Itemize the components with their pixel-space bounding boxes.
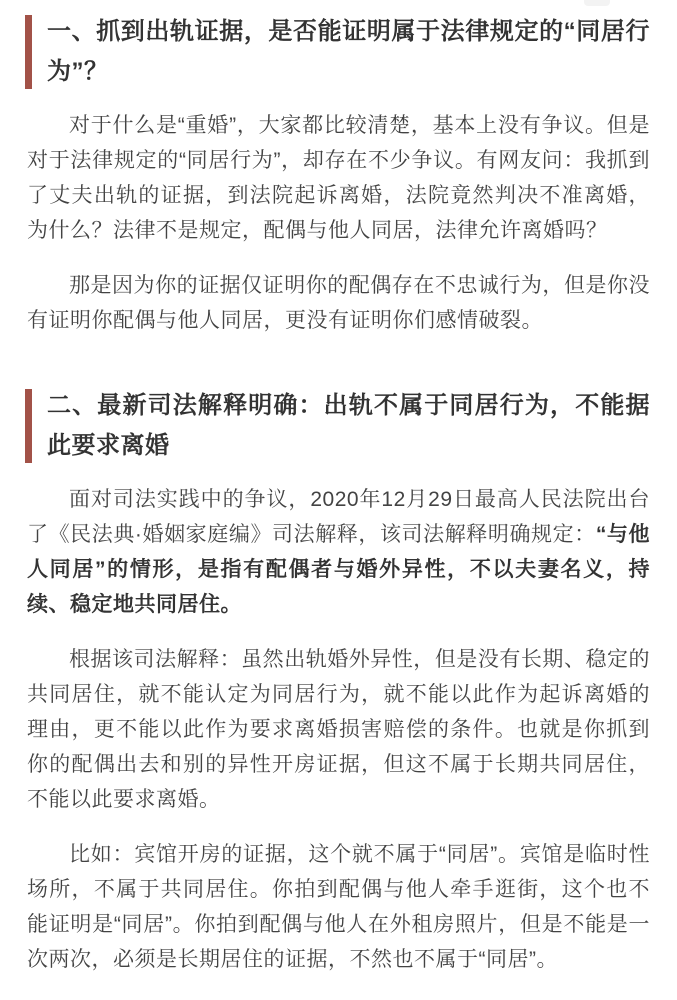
section-2-heading: [27, 386, 650, 466]
paragraph: [27, 837, 650, 977]
paragraph: [27, 108, 650, 248]
heading-accent-bar: [25, 15, 32, 89]
paragraph-text: 那是因为你的证据仅证明你的配偶存在不忠诚行为，但是你没有证明你配偶与他人同居，更没有证明你们感情破裂。: [27, 274, 650, 332]
top-edge-artifact: [584, 0, 610, 6]
paragraph-text: 根据该司法解释：虽然出轨婚外异性，但是没有长期、稳定的共同居住，就不能认定为同居行为，就不能以此作为起诉离婚的理由，更不能以此作为要求离婚损害赔偿的条件。也就是你抓到你的配偶出去和别的异性开房证据，但这不属于长期共同居住，不能以此要求离婚。: [27, 648, 650, 811]
section-1-heading: [27, 12, 650, 92]
section-1: [27, 12, 650, 338]
paragraph-text: 比如：宾馆开房的证据，这个就不属于“同居”。宾馆是临时性场所，不属于共同居住。你拍到配偶与他人牵手逛街，这个也不能证明是“同居”。你拍到配偶与他人在外租房照片，但是不能是一次两次，必须是长期居住的证据，不然也不属于“同居”。: [27, 843, 650, 971]
paragraph-bold-text: “与他人同居”的情形，是指有配偶者与婚外异性，不以夫妻名义，持续、稳定地共同居住。: [27, 523, 651, 616]
paragraph-text: 对于什么是“重婚”，大家都比较清楚，基本上没有争议。但是对于法律规定的“同居行为”，却存在不少争议。有网友问：我抓到了丈夫出轨的证据，到法院起诉离婚，法院竟然判决不准离婚，为什么？法律不是规定，配偶与他人同居，法律允许离婚吗？: [27, 114, 650, 242]
paragraph: [27, 268, 650, 338]
paragraph-text: 面对司法实践中的争议，2020年12月29日最高人民法院出台了《民法典·婚姻家庭编》司法解释，该司法解释明确规定：: [27, 488, 650, 546]
section-1-heading-text: 一、抓到出轨证据，是否能证明属于法律规定的“同居行为”？: [47, 18, 650, 85]
heading-accent-bar: [25, 389, 32, 463]
paragraph: [27, 642, 650, 817]
section-2: [27, 386, 650, 977]
section-2-heading-text: 二、最新司法解释明确：出轨不属于同居行为，不能据此要求离婚: [47, 392, 650, 459]
paragraph: [27, 482, 650, 622]
